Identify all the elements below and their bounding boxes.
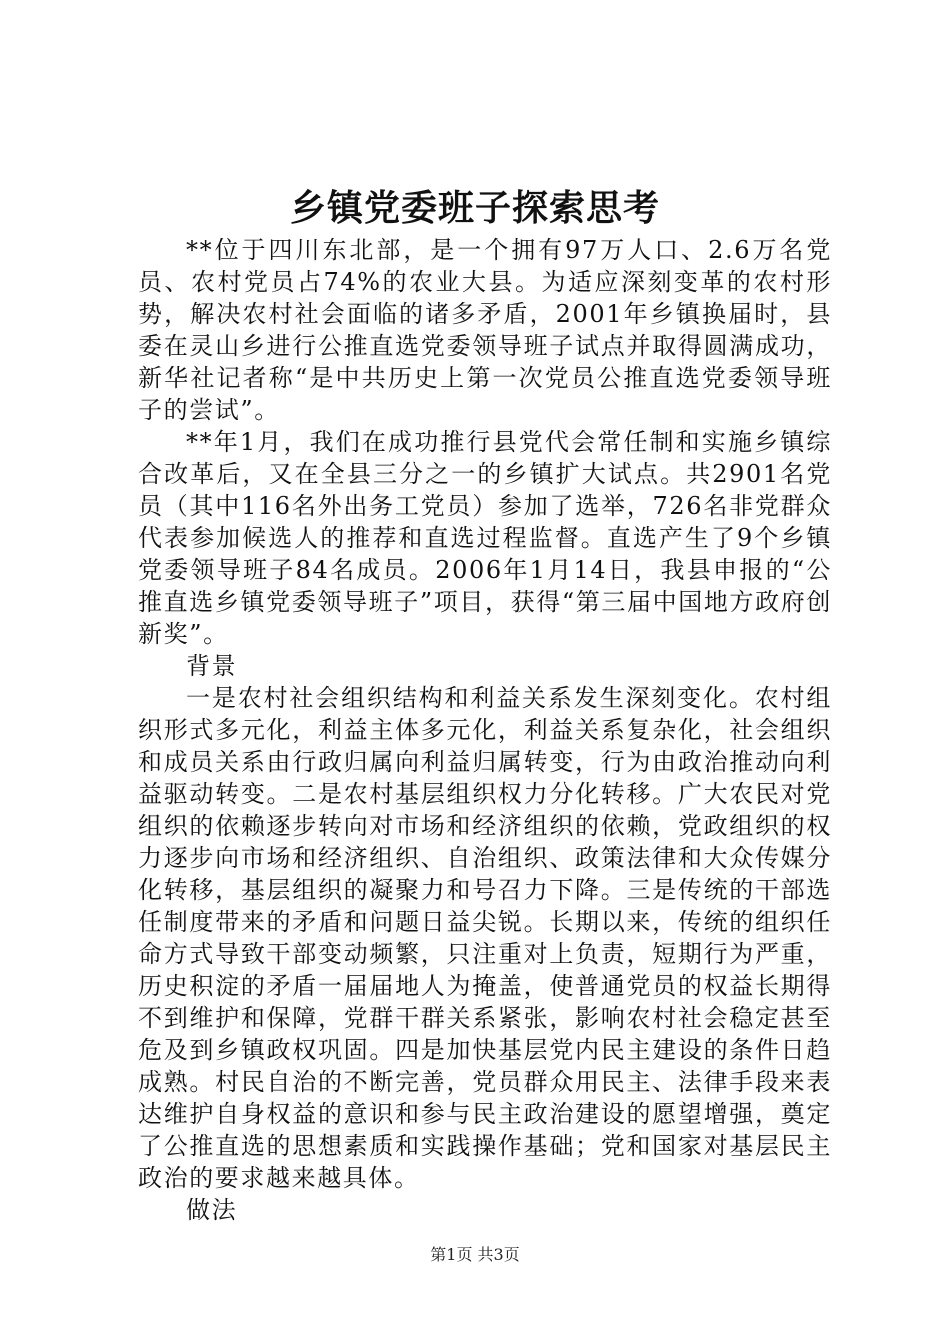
page-footer: 第1页 共3页 — [430, 1245, 520, 1264]
intro-paragraph: **位于四川东北部，是一个拥有97万人口、2.6万名党员、农村党员占74%的农业大县。为适应深刻变革的农村形势，解决农村社会面临的诸多矛盾，2001年乡镇换届时，县委在灵山乡进行公推直选党委领导班子试点并取得圆满成功，新华社记者称“是中共历史上第一次党员公推直选党委领导班子的尝试”。 — [138, 236, 832, 424]
section-heading-methods: 做法 — [186, 1196, 238, 1224]
pilot-paragraph: **年1月，我们在成功推行县党代会常任制和实施乡镇综合改革后，又在全县三分之一的乡镇扩大试点。共2901名党员（其中116名外出务工党员）参加了选举，726名非党群众代表参加候选人的推荐和直选过程监督。直选产生了9个乡镇党委领导班子84名成员。2006年1月14日，我县申报的“公推直选乡镇党委领导班子”项目，获得“第三届中国地方政府创新奖”。 — [138, 428, 832, 648]
document-title: 乡镇党委班子探索思考 — [289, 187, 660, 229]
document-body — [138, 234, 832, 1226]
section-heading-background: 背景 — [186, 652, 238, 680]
background-paragraph: 一是农村社会组织结构和利益关系发生深刻变化。农村组织形式多元化，利益主体多元化，利益关系复杂化，社会组织和成员关系由行政归属向利益归属转变，行为由政治推动向利益驱动转变。二是农村基层组织权力分化转移。广大农民对党组织的依赖逐步转向对市场和经济组织的依赖，党政组织的权力逐步向市场和经济组织、自治组织、政策法律和大众传媒分化转移，基层组织的凝聚力和号召力下降。三是传统的干部选任制度带来的矛盾和问题日益尖锐。长期以来，传统的组织任命方式导致干部变动频繁，只注重对上负责，短期行为严重，历史积淀的矛盾一届届地人为掩盖，使普通党员的权益长期得不到维护和保障，党群干群关系紧张，影响农村社会稳定甚至危及到乡镇政权巩固。四是加快基层党内民主建设的条件日趋成熟。村民自治的不断完善，党员群众用民主、法律手段来表达维护自身权益的意识和参与民主政治建设的愿望增强，奠定了公推直选的思想素质和实践操作基础；党和国家对基层民主政治的要求越来越具体。 — [138, 684, 832, 1192]
